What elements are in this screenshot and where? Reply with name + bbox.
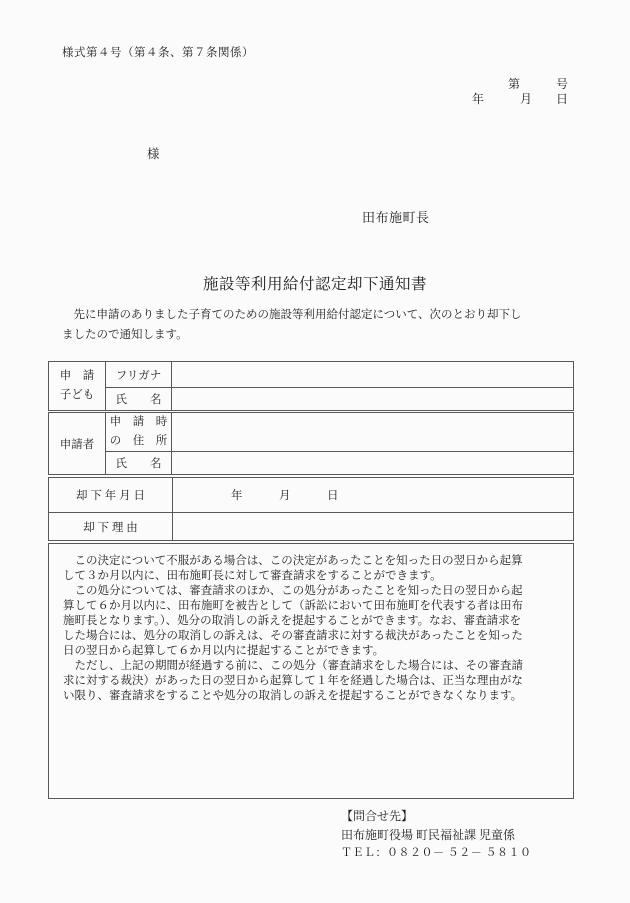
contact-tel: ＴＥＬ：０８２０－ ５２－ ５８１０: [341, 847, 532, 859]
applicant-address-value-cell: [172, 413, 573, 452]
notice-paragraph-1: この決定について不服がある場合は、この決定があったことを知った日の翌日から起算して３か月以内に、田布施町長に対して審査請求をすることができます。: [63, 555, 523, 582]
contact-office: 田布施町役場 町民福祉課 児童係: [341, 827, 516, 842]
applicant-child-label-line1: 申 請: [59, 370, 95, 382]
applicant-name-value-cell: [172, 452, 573, 474]
document-number-line: 第 号: [507, 77, 568, 91]
applicant-child-label-line2: 子ども: [59, 389, 95, 401]
applicant-address-label-line1: 申 請 時: [109, 416, 168, 428]
document-title: 施設等利用給付認定却下通知書: [202, 276, 427, 293]
intro-paragraph: 先に申請のありました子育てのための施設等利用給付認定について、次のとおり却下しましたので通知します。: [62, 309, 522, 341]
recipient-honorific: 様: [147, 147, 160, 161]
contact-heading: 【問合せ先】: [341, 809, 414, 823]
applicant-name-label: 氏 名: [106, 452, 172, 474]
rejection-reason-label: 却 下 理 由: [49, 513, 173, 540]
applicant-table: [48, 412, 574, 475]
applicant-child-table: [48, 361, 574, 411]
document-date-line: 年 月 日: [471, 92, 568, 106]
applicant-child-group-label: [49, 362, 106, 410]
applicant-address-label: [106, 413, 172, 452]
form-number: 様式第４号（第４条、第７条関係）: [62, 47, 254, 59]
furigana-label: フリガナ: [106, 362, 172, 388]
child-name-label: 氏 名: [106, 388, 172, 410]
rejection-date-value-cell: 年 月 日: [173, 478, 573, 513]
notice-paragraph-2: この処分については、審査請求のほか、この処分があったことを知った日の翌日から起算して６か月以内に、田布施町を被告として（訴訟において田布施町を代表する者は田布施町長となります。）、処分の取消しの訴えを提起することができます。なお、審査請求をした場合には、処分の取消しの訴えは、その審査請求に対する裁決があったことを知った日の翌日から起算して６か月以内に提起することができます。: [63, 585, 523, 657]
rejection-date-label: 却 下 年 月 日: [49, 478, 173, 513]
appeal-notice-box: [48, 543, 574, 799]
notice-paragraph-3: ただし、上記の期間が経過する前に、この処分（審査請求をした場合には、その審査請求に対する裁決）があった日の翌日から起算して１年を経過した場合は、正当な理由がない限り、審査請求をすることや処分の取消しの訴えを提起することができなくなります。: [63, 660, 523, 702]
child-name-value-cell: [172, 388, 573, 410]
contact-block: [341, 807, 532, 863]
furigana-value-cell: [172, 362, 573, 388]
rejection-reason-value-cell: [173, 513, 573, 540]
applicant-group-label: 申請者: [49, 413, 106, 474]
rejection-table: [48, 477, 574, 541]
applicant-address-label-line2: の 住 所: [109, 435, 168, 447]
issuer-title: 田布施町長: [362, 210, 430, 225]
